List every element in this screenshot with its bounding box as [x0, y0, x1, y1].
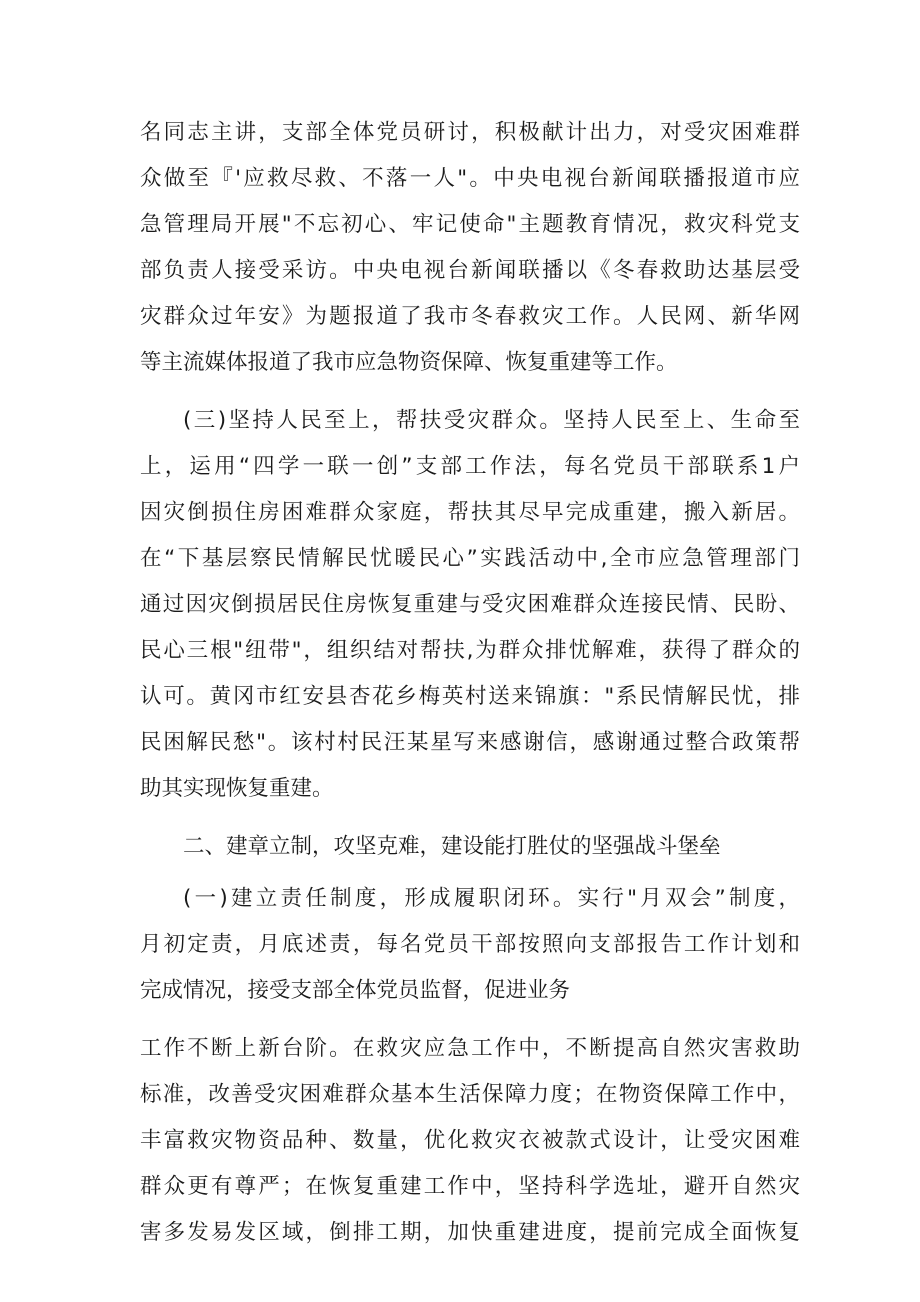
text-line: 民心三根"纽带"，组织结对帮扶,为群众排忧解难，获得了群众的	[140, 638, 800, 663]
section-heading: 二、建章立制，攻坚克难，建设能打胜仗的坚强战斗堡垒	[183, 834, 721, 859]
text-line: 名同志主讲，支部全体党员研讨，积极献计出力，对受灾困难群	[140, 120, 800, 145]
text-line: 部负责人接受采访。中央电视台新闻联播以《冬春救助达基层受	[140, 258, 800, 283]
text-line: 民困解民愁"。该村村民汪某星写来感谢信，感谢通过整合政策帮	[140, 730, 800, 755]
text-line: 群众更有尊严；在恢复重建工作中，坚持科学选址，避开自然灾	[140, 1174, 800, 1199]
text-line: 助其实现恢复重建。	[140, 776, 334, 801]
text-line: 月初定责，月底述责，每名党员干部按照向支部报告工作计划和	[140, 932, 800, 957]
text-line: 上，运用“四学一联一创”支部工作法，每名党员干部联系1户	[140, 454, 800, 479]
text-line: 急管理局开展"不忘初心、牢记使命"主题教育情况，救灾科党支	[140, 212, 800, 237]
text-line: 众做至『'应救尽救、不落一人"。中央电视台新闻联播报道市应	[140, 166, 800, 191]
text-line: 灾群众过年安》为题报道了我市冬春救灾工作。人民网、新华网	[140, 304, 800, 329]
text-line: 因灾倒损住房困难群众家庭，帮扶其尽早完成重建，搬入新居。	[140, 500, 800, 525]
text-line: 等主流媒体报道了我市应急物资保障、恢复重建等工作。	[140, 350, 678, 375]
text-line: 在“下基层察民情解民忧暖民心”实践活动中,全市应急管理部门	[140, 546, 800, 571]
text-line: (三)坚持人民至上，帮扶受灾群众。坚持人民至上、生命至	[183, 408, 800, 433]
text-line: (一)建立责任制度，形成履职闭环。实行"月双会”制度，	[183, 886, 800, 911]
text-line: 通过因灾倒损居民住房恢复重建与受灾困难群众连接民情、民盼、	[140, 592, 800, 617]
text-line: 标准，改善受灾困难群众基本生活保障力度；在物资保障工作中，	[140, 1082, 800, 1107]
text-line: 工作不断上新台阶。在救灾应急工作中，不断提高自然灾害救助	[140, 1036, 800, 1061]
text-line: 丰富救灾物资品种、数量，优化救灾衣被款式设计，让受灾困难	[140, 1128, 800, 1153]
text-line: 完成情况，接受支部全体党员监督，促进业务	[140, 978, 571, 1003]
text-line: 认可。黄冈市红安县杏花乡梅英村送来锦旗："系民情解民忧，排	[140, 684, 800, 709]
text-line: 害多发易发区域，倒排工期，加快重建进度，提前完成全面恢复	[140, 1220, 800, 1245]
